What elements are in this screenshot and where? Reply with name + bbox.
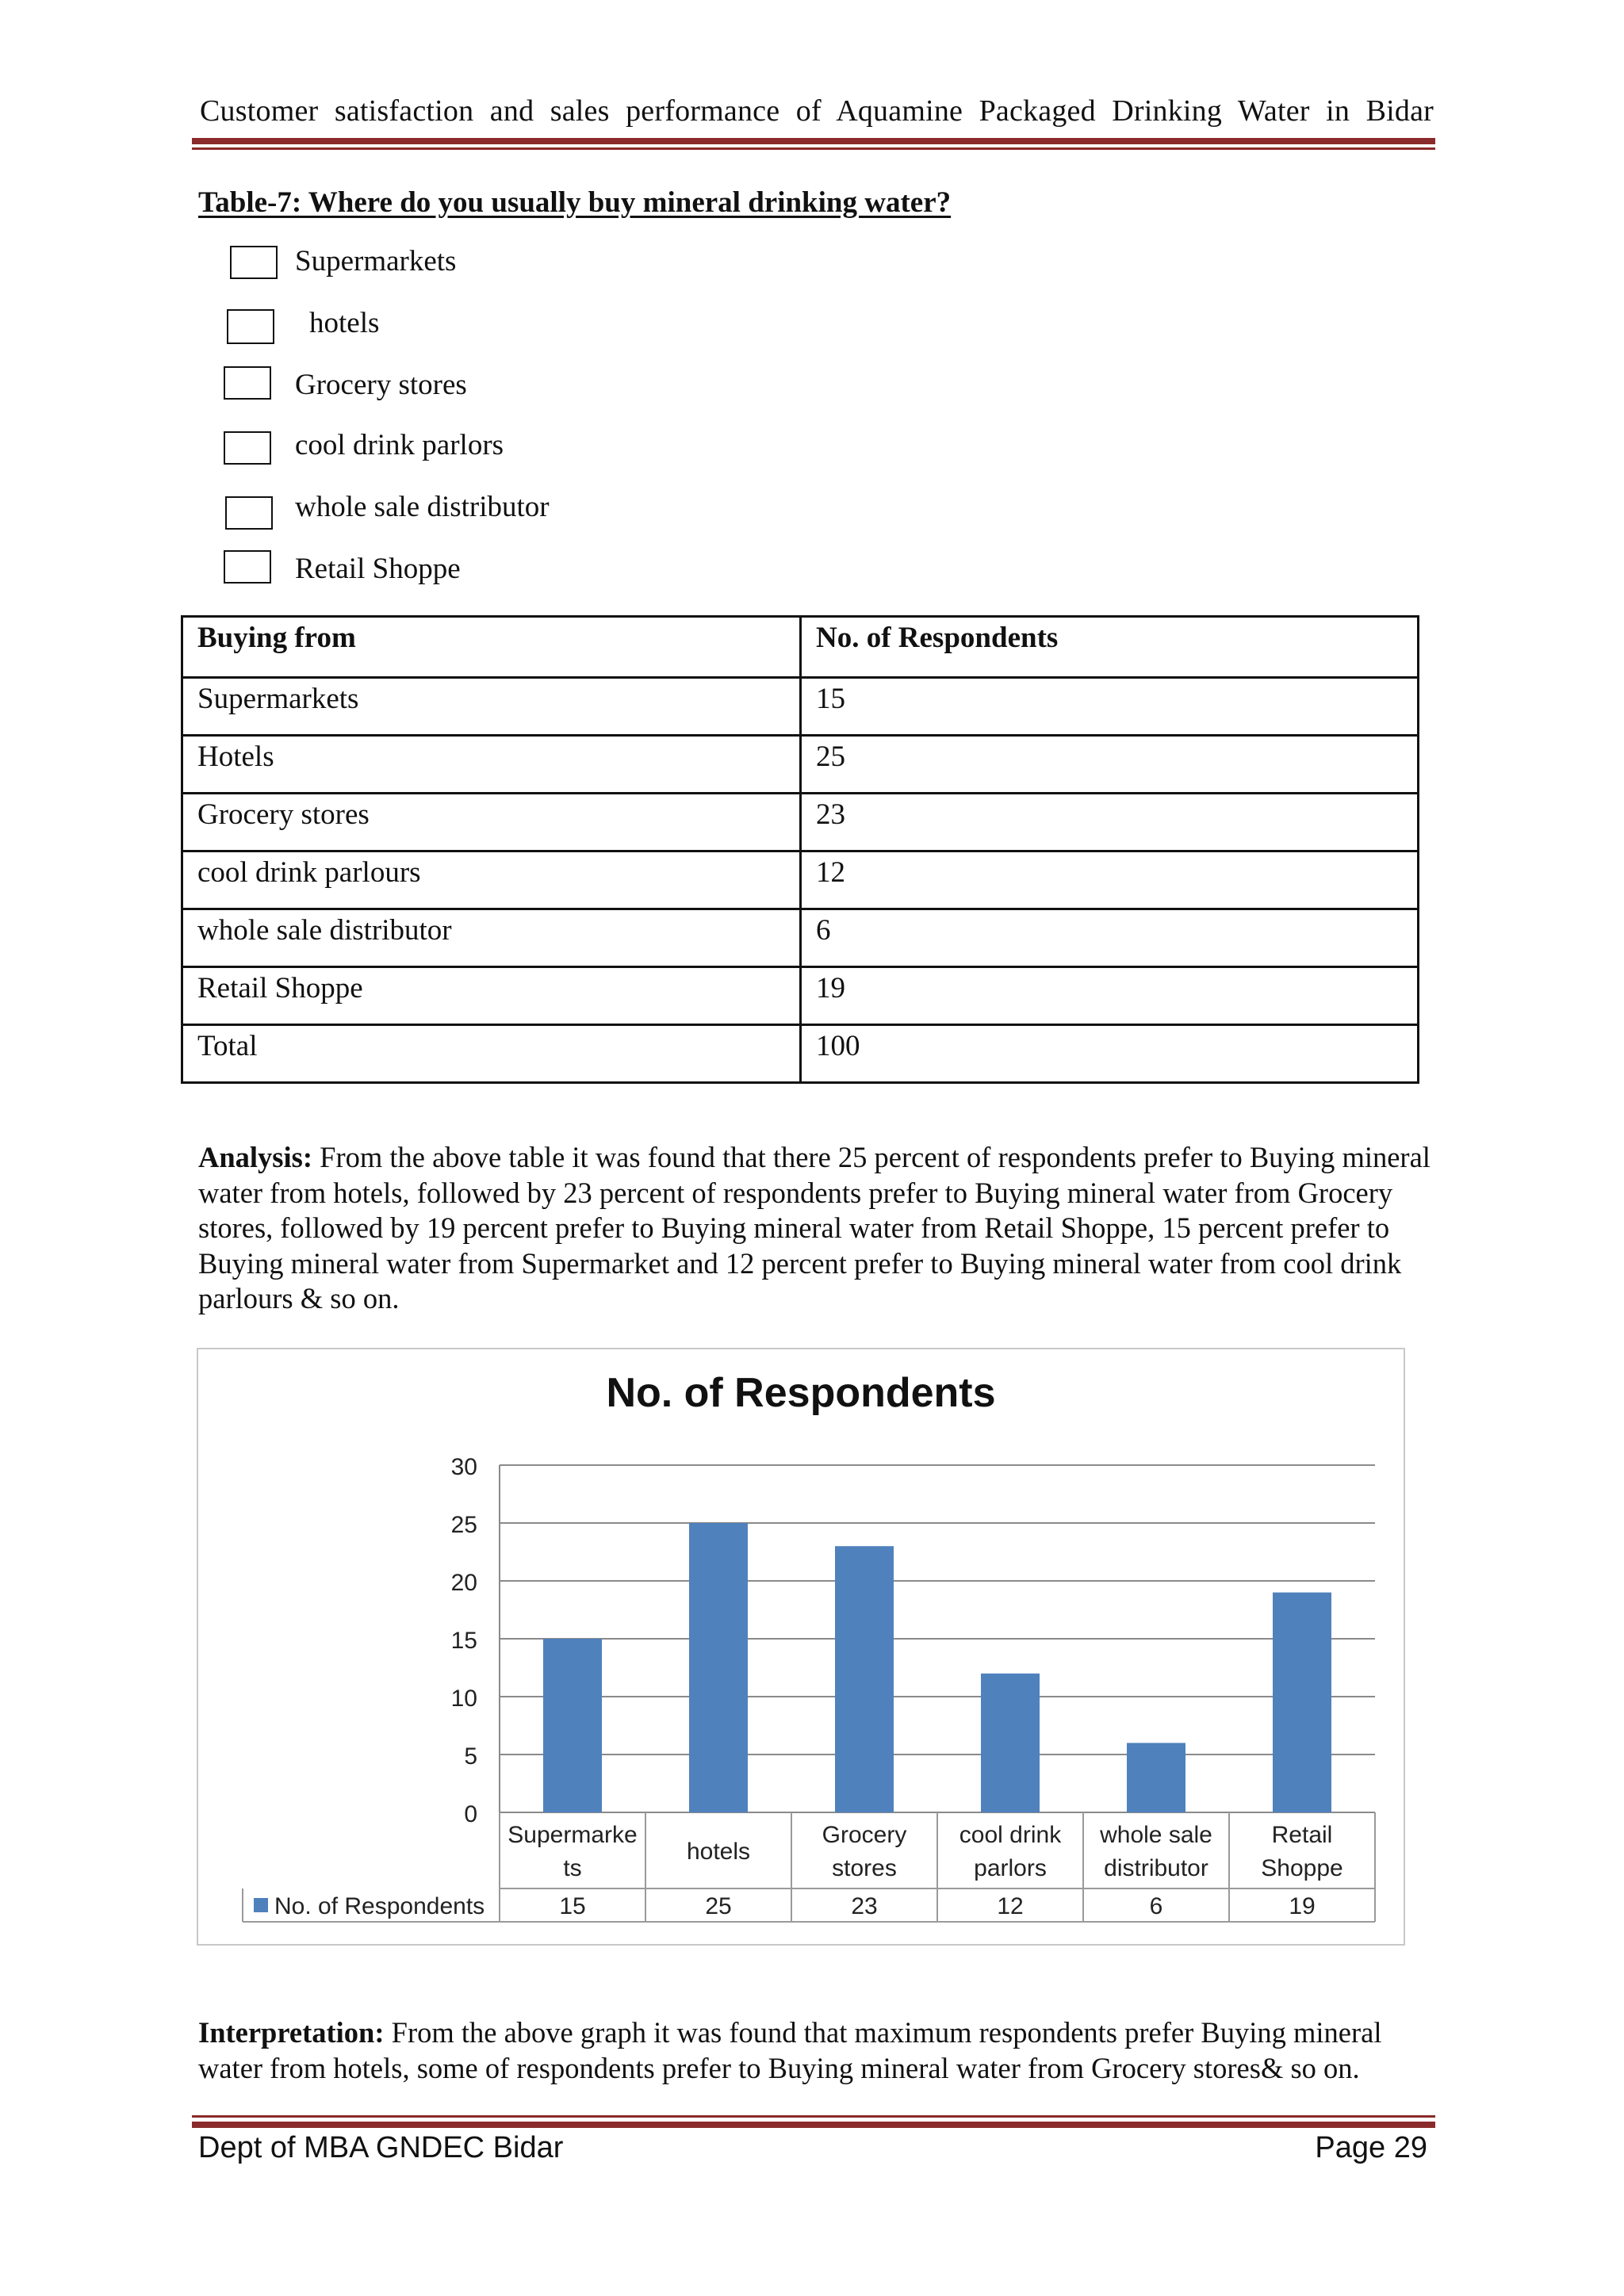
option-label: Grocery stores (295, 369, 467, 401)
x-category-label: hotels (686, 1839, 751, 1865)
footer-rule-thin (192, 2115, 1435, 2118)
running-header: Customer satisfaction and sales performance of Aquamine Packaged Drinking Water in Bidar (200, 94, 1434, 128)
interpretation-text: From the above graph it was found that maximum respondents prefer Buying mineral water from hotels, some of respondents prefer to Buying mineral water from Grocery stores& so on. (198, 2016, 1382, 2084)
legend-swatch (254, 1898, 268, 1912)
analysis-label: Analysis: (198, 1141, 313, 1173)
analysis-paragraph (198, 1140, 1435, 1317)
option-label: Retail Shoppe (295, 553, 461, 585)
option-label: hotels (309, 307, 380, 339)
table-cell: 12 (801, 851, 1419, 909)
bar (1127, 1743, 1185, 1812)
x-category-label: cool drink (959, 1822, 1062, 1848)
option-label: whole sale distributor (295, 491, 550, 523)
legend-label: No. of Respondents (274, 1893, 485, 1919)
table-row (182, 967, 1419, 1025)
table-row (182, 794, 1419, 851)
table-cell: 15 (801, 678, 1419, 736)
header-rule-thick (192, 138, 1435, 144)
bar (981, 1674, 1040, 1812)
option-label: Supermarkets (295, 245, 457, 277)
respondents-table (181, 615, 1419, 1084)
x-category-label: Grocery (822, 1822, 907, 1848)
table-header-cell: Buying from (182, 617, 801, 678)
table-cell: whole sale distributor (182, 909, 801, 967)
table-cell: 100 (801, 1025, 1419, 1083)
page-number: Page 29 (1315, 2131, 1427, 2164)
x-category-label: Shoppe (1261, 1855, 1343, 1881)
table-row-total (182, 1025, 1419, 1083)
bar (835, 1546, 894, 1812)
interpretation-label: Interpretation: (198, 2016, 385, 2049)
table-row (182, 678, 1419, 736)
y-tick-label: 25 (450, 1512, 477, 1538)
y-tick-label: 5 (464, 1743, 477, 1770)
table-row (182, 736, 1419, 794)
table-header-row (182, 617, 1419, 678)
y-tick-label: 30 (450, 1454, 477, 1480)
y-tick-label: 0 (464, 1801, 477, 1827)
x-category-label: distributor (1104, 1855, 1208, 1881)
table-cell: Supermarkets (182, 678, 801, 736)
y-tick-label: 10 (450, 1686, 477, 1712)
header-rule-thin (192, 147, 1435, 150)
footer-department: Dept of MBA GNDEC Bidar (198, 2131, 564, 2164)
chart-frame (197, 1348, 1405, 1946)
x-category-label: Retail (1271, 1822, 1333, 1848)
interpretation-paragraph (198, 2015, 1435, 2086)
footer-rule-thick (192, 2122, 1435, 2128)
y-tick-label: 15 (450, 1628, 477, 1654)
x-category-label: Supermarke (508, 1822, 638, 1848)
option-checkbox[interactable] (227, 309, 274, 344)
table-cell: 6 (801, 909, 1419, 967)
table-cell: 23 (801, 794, 1419, 851)
chart-title: No. of Respondents (606, 1370, 996, 1416)
data-table-value: 23 (851, 1893, 878, 1919)
data-table-value: 15 (559, 1893, 586, 1919)
option-checkbox[interactable] (224, 366, 271, 400)
option-checkbox[interactable] (230, 246, 278, 279)
table-cell: 25 (801, 736, 1419, 794)
table-cell: cool drink parlours (182, 851, 801, 909)
table-cell: Grocery stores (182, 794, 801, 851)
table-cell: Retail Shoppe (182, 967, 801, 1025)
x-category-label: whole sale (1100, 1822, 1212, 1848)
x-category-label: parlors (974, 1855, 1047, 1881)
question-heading: Table-7: Where do you usually buy mineral drinking water? (198, 186, 952, 219)
x-category-label: ts (563, 1855, 582, 1881)
option-checkbox[interactable] (224, 550, 271, 584)
y-tick-label: 20 (450, 1570, 477, 1596)
data-table-value: 19 (1289, 1893, 1316, 1919)
table-header-cell: No. of Respondents (801, 617, 1419, 678)
table-row (182, 851, 1419, 909)
bar (689, 1523, 748, 1812)
option-checkbox[interactable] (225, 496, 273, 530)
table-cell: Hotels (182, 736, 801, 794)
table-cell: 19 (801, 967, 1419, 1025)
x-category-label: stores (832, 1855, 897, 1881)
data-table-value: 6 (1149, 1893, 1163, 1919)
table-cell: Total (182, 1025, 801, 1083)
bar-chart (198, 1349, 1404, 1944)
data-table-value: 25 (705, 1893, 732, 1919)
table-row (182, 909, 1419, 967)
data-table-value: 12 (997, 1893, 1024, 1919)
analysis-text: From the above table it was found that there 25 percent of respondents prefer to Buying mineral water from hotels, followed by 23 percent of respondents prefer to Buying mineral water from Grocery stores, followed by 19 percent prefer to Buying mineral water from Retail Shoppe, 15 percent prefer to Buying mineral water from Supermarket and 12 percent prefer to Buying mineral water from cool drink parlours & so on. (198, 1141, 1431, 1314)
option-checkbox[interactable] (224, 431, 271, 465)
bar (1273, 1593, 1331, 1812)
option-label: cool drink parlors (295, 429, 504, 461)
bar (543, 1639, 602, 1812)
